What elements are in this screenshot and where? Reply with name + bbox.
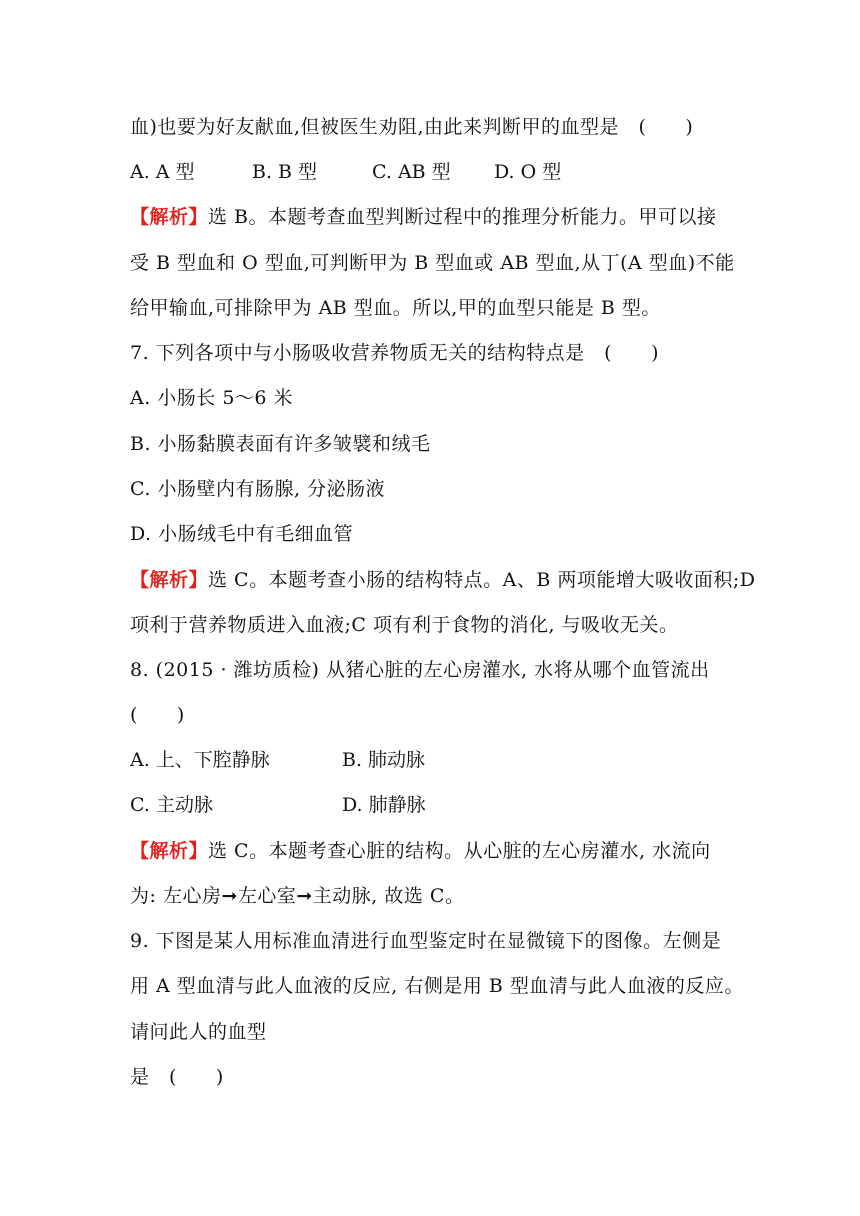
q6-option-a: A. A 型 — [130, 161, 195, 183]
q7-option-b: B. 小肠黏膜表面有许多皱襞和绒毛 — [130, 433, 431, 455]
q9-stem-line-2: 用 A 型血清与此人血液的反应, 右侧是用 B 型血清与此人血液的反应。 — [130, 975, 744, 997]
q8-analysis-line-2: 为: 左心房➞左心室➞主动脉, 故选 C。 — [130, 885, 465, 907]
q6-option-b: B. B 型 — [252, 161, 318, 183]
q8-analysis-line-1 — [130, 837, 711, 865]
q8-option-c: C. 主动脉 — [130, 794, 213, 816]
q8-stem-line-2: ( ) — [130, 704, 185, 726]
q9-stem-line-3: 请问此人的血型 — [130, 1021, 267, 1043]
q6-analysis-text-1: 选 B。本题考查血型判断过程中的推理分析能力。甲可以接 — [208, 206, 717, 228]
q6-option-c: C. AB 型 — [372, 161, 451, 183]
q7-analysis-text-1: 选 C。本题考查小肠的结构特点。A、B 两项能增大吸收面积;D — [208, 569, 756, 591]
q8-option-b: B. 肺动脉 — [342, 749, 426, 771]
q8-stem-line-1: 8. (2015 · 潍坊质检) 从猪心脏的左心房灌水, 水将从哪个血管流出 — [130, 659, 710, 681]
q6-stem-tail: 血)也要为好友献血,但被医生劝阻,由此来判断甲的血型是 ( ) — [130, 116, 694, 138]
q6-analysis-line-3: 给甲输血,可排除甲为 AB 型血。所以,甲的血型只能是 B 型。 — [130, 297, 661, 319]
q8-analysis-text-1: 选 C。本题考查心脏的结构。从心脏的左心房灌水, 水流向 — [208, 840, 711, 862]
analysis-tag: 【解析】 — [130, 840, 209, 862]
q6-option-d: D. O 型 — [494, 161, 562, 183]
q9-stem-line-1: 9. 下图是某人用标准血清进行血型鉴定时在显微镜下的图像。左侧是 — [130, 930, 722, 952]
q7-option-a: A. 小肠长 5～6 米 — [130, 387, 294, 409]
q7-analysis-line-2: 项利于营养物质进入血液;C 项有利于食物的消化, 与吸收无关。 — [130, 614, 679, 636]
q6-analysis-line-2: 受 B 型血和 O 型血,可判断甲为 B 型血或 AB 型血,从丁(A 型血)不能 — [130, 252, 735, 274]
q6-analysis-line-1 — [130, 203, 717, 231]
q7-option-d: D. 小肠绒毛中有毛细血管 — [130, 523, 354, 545]
analysis-tag: 【解析】 — [130, 569, 209, 591]
q8-option-d: D. 肺静脉 — [342, 794, 426, 816]
q8-option-a: A. 上、下腔静脉 — [130, 749, 270, 771]
q7-analysis-line-1 — [130, 566, 755, 594]
analysis-tag: 【解析】 — [130, 206, 209, 228]
q9-stem-line-4: 是 ( ) — [130, 1066, 224, 1088]
q7-stem: 7. 下列各项中与小肠吸收营养物质无关的结构特点是 ( ) — [130, 342, 659, 364]
q7-option-c: C. 小肠壁内有肠腺, 分泌肠液 — [130, 478, 386, 500]
